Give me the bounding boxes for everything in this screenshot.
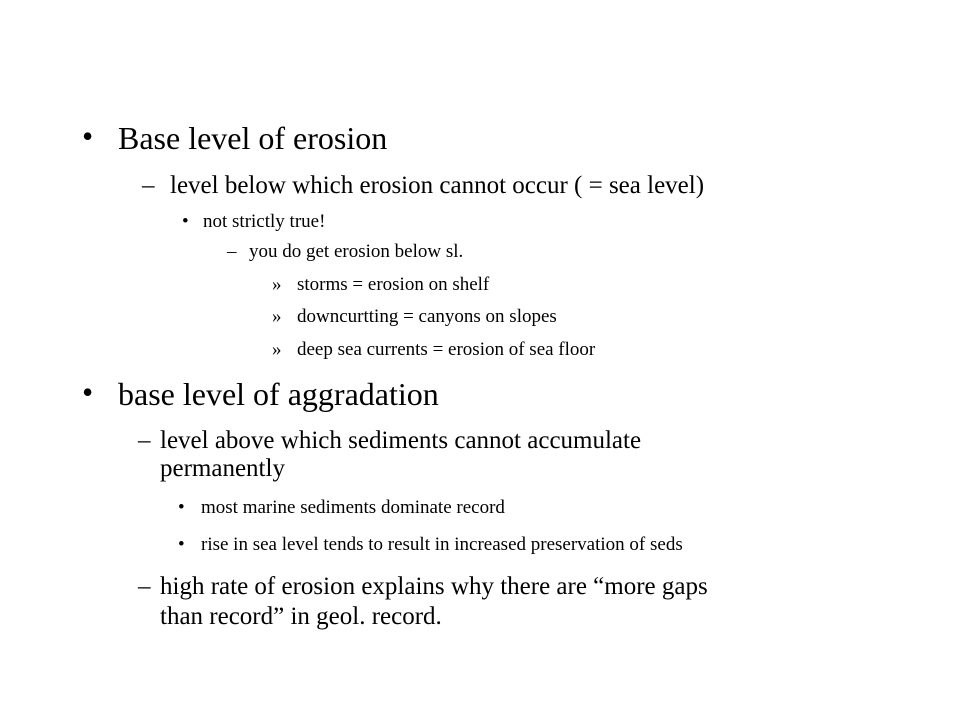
arrow-marker: » <box>272 274 282 295</box>
bullet-marker: • <box>82 374 94 410</box>
subitem-storms: storms = erosion on shelf <box>297 274 490 295</box>
subitem-high-rate-line1: high rate of erosion explains why there are “more gaps <box>160 573 708 600</box>
heading-base-level-of-erosion: Base level of erosion <box>118 120 388 156</box>
arrow-marker: » <box>272 339 282 360</box>
arrow-marker: » <box>272 306 282 327</box>
subitem-downcutting: downcurtting = canyons on slopes <box>297 306 557 327</box>
bullet-marker: • <box>82 118 94 154</box>
subitem-level-above-line2: permanently <box>160 455 285 482</box>
dash-marker: – <box>138 427 151 454</box>
bullet-marker: • <box>178 497 185 518</box>
subitem-marine-sediments: most marine sediments dominate record <box>201 497 505 518</box>
dash-marker: – <box>227 241 237 262</box>
bullet-marker: • <box>178 534 185 555</box>
subitem-deep-sea-currents: deep sea currents = erosion of sea floor <box>297 339 596 360</box>
subitem-not-strictly-true: not strictly true! <box>203 211 326 232</box>
subitem-high-rate-line2: than record” in geol. record. <box>160 603 442 630</box>
subitem-level-above-line1: level above which sediments cannot accumulate <box>160 427 642 454</box>
bullet-marker: • <box>182 211 189 232</box>
dash-marker: – <box>142 172 155 199</box>
dash-marker: – <box>138 573 151 600</box>
heading-base-level-of-aggradation: base level of aggradation <box>118 376 439 412</box>
subitem-rise-in-sea-level: rise in sea level tends to result in increased preservation of seds <box>201 534 683 555</box>
subitem-erosion-below-sl: you do get erosion below sl. <box>249 241 464 262</box>
subitem-level-below: level below which erosion cannot occur ( = sea level) <box>170 172 705 199</box>
